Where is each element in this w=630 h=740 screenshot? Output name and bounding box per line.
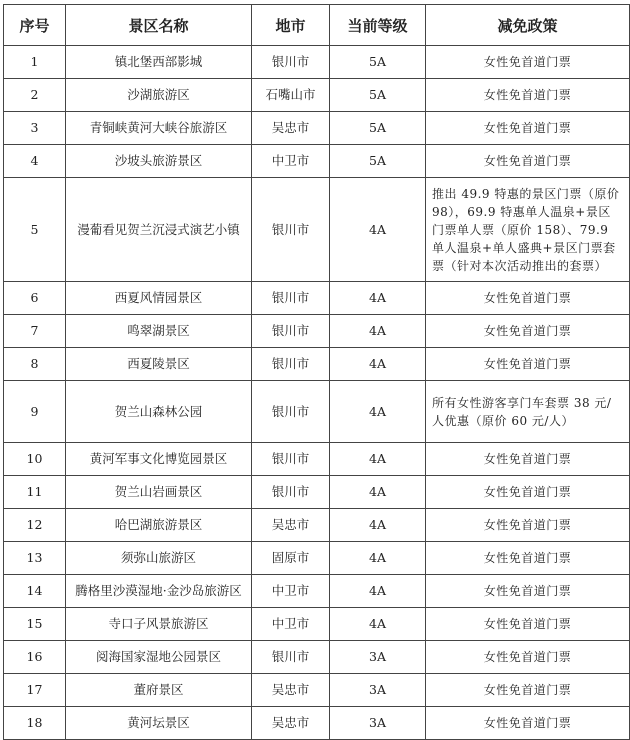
cell-policy: 女性免首道门票 xyxy=(426,641,630,674)
cell-name: 贺兰山森林公园 xyxy=(66,381,252,443)
table-row xyxy=(4,145,630,178)
table-row xyxy=(4,476,630,509)
cell-policy: 女性免首道门票 xyxy=(426,46,630,79)
cell-index: 8 xyxy=(4,348,66,381)
cell-policy: 女性免首道门票 xyxy=(426,282,630,315)
cell-index: 6 xyxy=(4,282,66,315)
cell-name: 沙湖旅游区 xyxy=(66,79,252,112)
table-row xyxy=(4,315,630,348)
cell-policy: 女性免首道门票 xyxy=(426,315,630,348)
cell-name: 鸣翠湖景区 xyxy=(66,315,252,348)
cell-level: 4A xyxy=(330,443,426,476)
table-row xyxy=(4,707,630,740)
cell-level: 5A xyxy=(330,112,426,145)
cell-city: 中卫市 xyxy=(252,608,330,641)
cell-level: 4A xyxy=(330,575,426,608)
cell-policy: 女性免首道门票 xyxy=(426,674,630,707)
table-row xyxy=(4,575,630,608)
cell-policy: 女性免首道门票 xyxy=(426,509,630,542)
cell-name: 漫葡看见贺兰沉浸式演艺小镇 xyxy=(66,178,252,282)
cell-name: 沙坡头旅游景区 xyxy=(66,145,252,178)
cell-policy: 女性免首道门票 xyxy=(426,476,630,509)
table-row xyxy=(4,674,630,707)
cell-policy: 推出 49.9 特惠的景区门票（原价 98），69.9 特惠单人温泉+景区门票单人票（原价 158）、79.9 单人温泉+单人盛典+景区门票套票（针对本次活动推出的套票） xyxy=(426,178,630,282)
cell-city: 吴忠市 xyxy=(252,509,330,542)
table-row xyxy=(4,641,630,674)
cell-level: 4A xyxy=(330,542,426,575)
cell-index: 5 xyxy=(4,178,66,282)
header-index: 序号 xyxy=(4,5,66,46)
table-row xyxy=(4,348,630,381)
cell-name: 哈巴湖旅游景区 xyxy=(66,509,252,542)
scenic-table-container xyxy=(3,4,630,740)
cell-policy: 女性免首道门票 xyxy=(426,542,630,575)
cell-name: 寺口子风景旅游区 xyxy=(66,608,252,641)
cell-level: 4A xyxy=(330,178,426,282)
cell-city: 吴忠市 xyxy=(252,112,330,145)
cell-policy: 女性免首道门票 xyxy=(426,443,630,476)
table-row xyxy=(4,282,630,315)
cell-name: 贺兰山岩画景区 xyxy=(66,476,252,509)
cell-policy: 女性免首道门票 xyxy=(426,112,630,145)
cell-city: 固原市 xyxy=(252,542,330,575)
cell-city: 吴忠市 xyxy=(252,674,330,707)
cell-name: 青铜峡黄河大峡谷旅游区 xyxy=(66,112,252,145)
cell-index: 2 xyxy=(4,79,66,112)
scenic-policy-table xyxy=(3,4,630,740)
cell-city: 银川市 xyxy=(252,476,330,509)
cell-level: 3A xyxy=(330,674,426,707)
cell-index: 10 xyxy=(4,443,66,476)
table-row xyxy=(4,79,630,112)
cell-city: 银川市 xyxy=(252,443,330,476)
table-row xyxy=(4,46,630,79)
cell-city: 吴忠市 xyxy=(252,707,330,740)
cell-policy: 女性免首道门票 xyxy=(426,145,630,178)
table-row xyxy=(4,178,630,282)
cell-name: 黄河军事文化博览园景区 xyxy=(66,443,252,476)
cell-name: 须弥山旅游区 xyxy=(66,542,252,575)
cell-index: 7 xyxy=(4,315,66,348)
cell-index: 11 xyxy=(4,476,66,509)
cell-index: 4 xyxy=(4,145,66,178)
cell-level: 4A xyxy=(330,381,426,443)
cell-index: 14 xyxy=(4,575,66,608)
cell-name: 董府景区 xyxy=(66,674,252,707)
cell-level: 4A xyxy=(330,315,426,348)
cell-city: 银川市 xyxy=(252,315,330,348)
cell-index: 3 xyxy=(4,112,66,145)
table-row xyxy=(4,443,630,476)
table-row xyxy=(4,509,630,542)
cell-level: 4A xyxy=(330,608,426,641)
cell-name: 黄河坛景区 xyxy=(66,707,252,740)
cell-level: 3A xyxy=(330,707,426,740)
cell-policy: 所有女性游客享门车套票 38 元/人优惠（原价 60 元/人） xyxy=(426,381,630,443)
cell-index: 15 xyxy=(4,608,66,641)
cell-policy: 女性免首道门票 xyxy=(426,707,630,740)
cell-city: 银川市 xyxy=(252,282,330,315)
table-row xyxy=(4,112,630,145)
cell-index: 16 xyxy=(4,641,66,674)
cell-level: 5A xyxy=(330,145,426,178)
table-row xyxy=(4,381,630,443)
cell-name: 腾格里沙漠湿地·金沙岛旅游区 xyxy=(66,575,252,608)
cell-city: 银川市 xyxy=(252,348,330,381)
cell-name: 西夏风情园景区 xyxy=(66,282,252,315)
cell-policy: 女性免首道门票 xyxy=(426,79,630,112)
cell-level: 4A xyxy=(330,509,426,542)
cell-city: 中卫市 xyxy=(252,575,330,608)
header-level: 当前等级 xyxy=(330,5,426,46)
header-policy: 减免政策 xyxy=(426,5,630,46)
cell-policy: 女性免首道门票 xyxy=(426,608,630,641)
cell-policy: 女性免首道门票 xyxy=(426,575,630,608)
cell-index: 1 xyxy=(4,46,66,79)
header-city: 地市 xyxy=(252,5,330,46)
cell-level: 5A xyxy=(330,46,426,79)
cell-city: 银川市 xyxy=(252,381,330,443)
header-scenic-name: 景区名称 xyxy=(66,5,252,46)
cell-index: 18 xyxy=(4,707,66,740)
cell-index: 17 xyxy=(4,674,66,707)
cell-name: 阅海国家湿地公园景区 xyxy=(66,641,252,674)
cell-name: 镇北堡西部影城 xyxy=(66,46,252,79)
cell-index: 13 xyxy=(4,542,66,575)
cell-level: 4A xyxy=(330,476,426,509)
cell-city: 银川市 xyxy=(252,641,330,674)
cell-city: 银川市 xyxy=(252,178,330,282)
table-header-row xyxy=(4,5,630,46)
cell-city: 中卫市 xyxy=(252,145,330,178)
cell-index: 9 xyxy=(4,381,66,443)
cell-level: 4A xyxy=(330,282,426,315)
cell-level: 3A xyxy=(330,641,426,674)
cell-level: 4A xyxy=(330,348,426,381)
table-row xyxy=(4,542,630,575)
cell-index: 12 xyxy=(4,509,66,542)
cell-level: 5A xyxy=(330,79,426,112)
cell-city: 石嘴山市 xyxy=(252,79,330,112)
cell-city: 银川市 xyxy=(252,46,330,79)
table-row xyxy=(4,608,630,641)
cell-policy: 女性免首道门票 xyxy=(426,348,630,381)
cell-name: 西夏陵景区 xyxy=(66,348,252,381)
